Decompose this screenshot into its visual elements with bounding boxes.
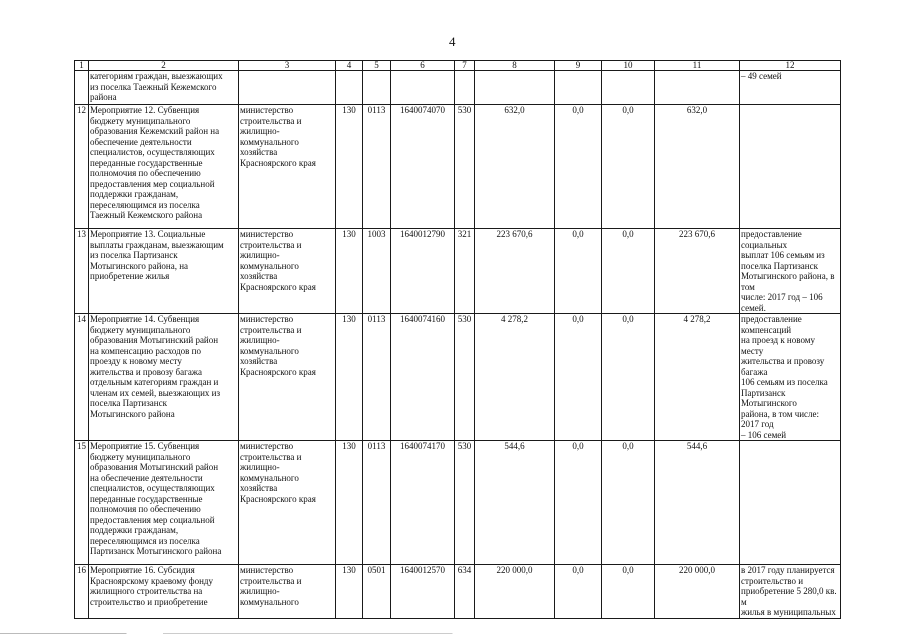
amount-2018: 0,0	[555, 441, 602, 565]
expected-result: в 2017 году планируется строительство и приобретение 5 280,0 кв. м жилья в муниципальных	[740, 565, 841, 619]
expected-result	[740, 441, 841, 565]
vr-code: 634	[455, 565, 475, 619]
column-number: 1	[75, 61, 89, 71]
table-row-measure-12	[75, 105, 841, 229]
amount-2017: 220 000,0	[475, 565, 555, 619]
rzpr-code: 0113	[363, 441, 391, 565]
vr-code: 530	[455, 441, 475, 565]
column-number: 9	[555, 61, 602, 71]
csr-code	[391, 71, 455, 105]
amount-2019: 0,0	[602, 441, 655, 565]
csr-code: 1640012570	[391, 565, 455, 619]
program-measures-table	[74, 60, 841, 619]
amount-total: 220 000,0	[655, 565, 740, 619]
responsible-executor	[239, 71, 336, 105]
row-number: 13	[75, 229, 89, 314]
row-number	[75, 71, 89, 105]
vr-code	[455, 71, 475, 105]
amount-total: 4 278,2	[655, 314, 740, 441]
amount-2018: 0,0	[555, 229, 602, 314]
row-number: 16	[75, 565, 89, 619]
row-number: 12	[75, 105, 89, 229]
rzpr-code: 0113	[363, 105, 391, 229]
rzpr-code: 0113	[363, 314, 391, 441]
column-number: 4	[336, 61, 363, 71]
responsible-executor: министерство строительства и жилищно- коммунального хозяйства Красноярского края	[239, 441, 336, 565]
amount-2019	[602, 71, 655, 105]
measure-name: категориям граждан, выезжающих из поселка Таежный Кежемского района	[89, 71, 239, 105]
amount-2018: 0,0	[555, 105, 602, 229]
column-number-row	[75, 61, 841, 71]
amount-total: 632,0	[655, 105, 740, 229]
csr-code: 1640012790	[391, 229, 455, 314]
amount-total: 544,6	[655, 441, 740, 565]
responsible-executor: министерство строительства и жилищно- коммунального хозяйства Красноярского края	[239, 105, 336, 229]
rzpr-code: 1003	[363, 229, 391, 314]
vr-code: 530	[455, 105, 475, 229]
measure-name: Мероприятие 15. Субвенция бюджету муниципального образования Мотыгинский район на обеспечение деятельности специалистов, осуществляющих переданные государственные полномочия по обеспечению предоставления мер социальной поддержки гражданам, переселяющимся из поселка Партизанск Мотыгинского района	[89, 441, 239, 565]
vr-code: 321	[455, 229, 475, 314]
column-number: 6	[391, 61, 455, 71]
grbs-code: 130	[336, 441, 363, 565]
amount-total	[655, 71, 740, 105]
measure-name: Мероприятие 13. Социальные выплаты гражданам, выезжающим из поселка Партизанск Мотыгинского района, на приобретение жилья	[89, 229, 239, 314]
amount-2017: 223 670,6	[475, 229, 555, 314]
measure-name: Мероприятие 14. Субвенция бюджету муниципального образования Мотыгинский район на компенсацию расходов по проезду к новому месту жительства и провозу багажа отдельным категориям граждан и членам их семей, выезжающих из поселка Партизанск Мотыгинского района	[89, 314, 239, 441]
table-row-continuation	[75, 71, 841, 105]
column-number: 3	[239, 61, 336, 71]
page-number: 4	[449, 34, 456, 49]
csr-code: 1640074160	[391, 314, 455, 441]
row-number: 14	[75, 314, 89, 441]
column-number: 5	[363, 61, 391, 71]
expected-result: – 49 семей	[740, 71, 841, 105]
grbs-code: 130	[336, 565, 363, 619]
amount-2017: 4 278,2	[475, 314, 555, 441]
responsible-executor: министерство строительства и жилищно- коммунального	[239, 565, 336, 619]
measure-name: Мероприятие 12. Субвенция бюджету муниципального образования Кежемский район на обеспечение деятельности специалистов, осуществляющих переданные государственные полномочия по обеспечению предоставления мер социальной поддержки гражданам, переселяющимся из поселка Таежный Кежемского района	[89, 105, 239, 229]
amount-2019: 0,0	[602, 229, 655, 314]
amount-total: 223 670,6	[655, 229, 740, 314]
grbs-code: 130	[336, 229, 363, 314]
amount-2019: 0,0	[602, 565, 655, 619]
measure-name: Мероприятие 16. Субсидия Красноярскому краевому фонду жилищного строительства на строительство и приобретение	[89, 565, 239, 619]
amount-2017: 544,6	[475, 441, 555, 565]
row-number: 15	[75, 441, 89, 565]
grbs-code: 130	[336, 105, 363, 229]
grbs-code: 130	[336, 314, 363, 441]
grbs-code	[336, 71, 363, 105]
rzpr-code: 0501	[363, 565, 391, 619]
column-number: 11	[655, 61, 740, 71]
table-row-measure-15	[75, 441, 841, 565]
column-number: 2	[89, 61, 239, 71]
responsible-executor: министерство строительства и жилищно- коммунального хозяйства Красноярского края	[239, 314, 336, 441]
amount-2018	[555, 71, 602, 105]
amount-2018: 0,0	[555, 314, 602, 441]
expected-result	[740, 105, 841, 229]
table-row-measure-16	[75, 565, 841, 619]
expected-result: предоставление компенсаций на проезд к новому месту жительства и провозу багажа 106 семьям из поселка Партизанск Мотыгинского района, в том числе: 2017 год – 106 семей	[740, 314, 841, 441]
column-number: 8	[475, 61, 555, 71]
scan-edge-line	[0, 633, 905, 634]
csr-code: 1640074070	[391, 105, 455, 229]
amount-2019: 0,0	[602, 314, 655, 441]
expected-result: предоставление социальных выплат 106 семьям из поселка Партизанск Мотыгинского района, в том числе: 2017 год – 106 семей.	[740, 229, 841, 314]
rzpr-code	[363, 71, 391, 105]
table-row-measure-14	[75, 314, 841, 441]
amount-2019: 0,0	[602, 105, 655, 229]
csr-code: 1640074170	[391, 441, 455, 565]
amount-2018: 0,0	[555, 565, 602, 619]
column-number: 7	[455, 61, 475, 71]
vr-code: 530	[455, 314, 475, 441]
column-number: 10	[602, 61, 655, 71]
amount-2017: 632,0	[475, 105, 555, 229]
responsible-executor: министерство строительства и жилищно- коммунального хозяйства Красноярского края	[239, 229, 336, 314]
amount-2017	[475, 71, 555, 105]
column-number: 12	[740, 61, 841, 71]
table-row-measure-13	[75, 229, 841, 314]
